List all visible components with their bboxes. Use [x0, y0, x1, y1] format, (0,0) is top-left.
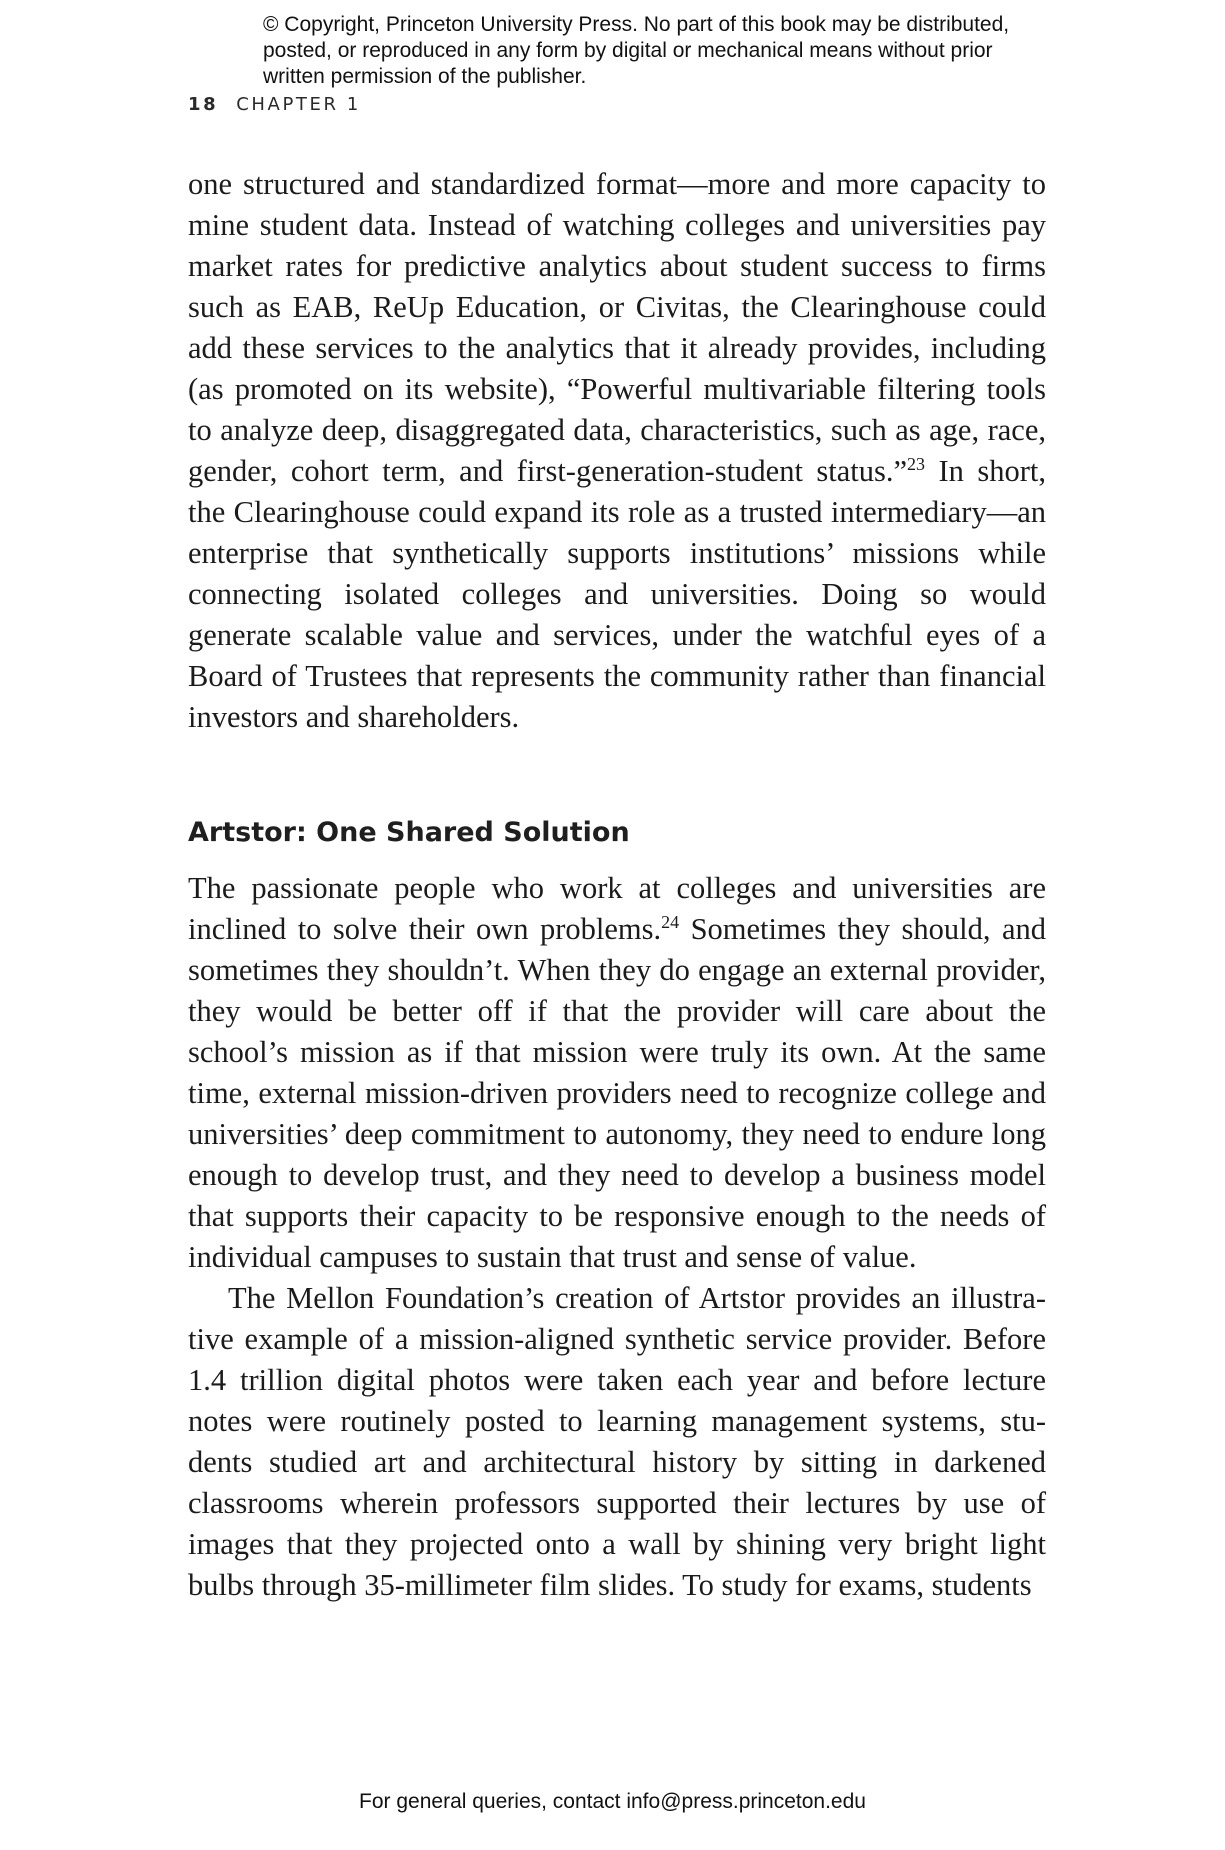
copyright-notice: © Copyright, Princeton University Press. No part of this book may be distributed, posted, or reproduced in any form by digital or mechanical means without prior written permission of the publisher.	[263, 13, 1010, 88]
page-body	[188, 164, 1046, 1606]
running-head	[188, 94, 361, 115]
page-number: 18	[188, 94, 219, 115]
chapter-label: CHAPTER 1	[236, 94, 361, 115]
footer-contact: For general queries, contact info@press.princeton.edu	[359, 1790, 866, 1813]
paragraph-2-text-b: Sometimes they should, and sometimes they shouldn’t. When they do engage an external provider, they would be better off if that the provider will care about the school’s mission as if that mission were truly its own. At the same time, external mission-driven providers need to recognize college and universities’ deep commitment to autonomy, they need to endure long enough to develop trust, and they need to develop a business model that supports their capacity to be responsive enough to the needs of individual campuses to sustain that trust and sense of value.	[188, 912, 1046, 1274]
section-heading: Artstor: One Shared Solution	[188, 817, 630, 848]
paragraph-2-text-a: The passionate people who work at colleges and universities are inclined to solve their own problems.	[188, 871, 1046, 946]
paragraph-1	[188, 164, 1046, 738]
footnote-ref-23: 23	[907, 453, 926, 474]
footnote-ref-24: 24	[661, 911, 680, 932]
paragraph-3: The Mellon Foundation’s creation of Artstor provides an illustrative example of a mission-aligned synthetic service provider. Before 1.4 trillion digital photos were taken each year and before lecture notes were routinely posted to learning management systems, students studied art and architectural history by sitting in darkened classrooms wherein professors supported their lectures by use of images that they projected onto a wall by shining very bright light bulbs through 35-millimeter film slides. To study for exams, students	[188, 1281, 1046, 1602]
paragraph-1-text-b: In short, the Clearinghouse could expand its role as a trusted intermediary—an enterprise that synthetically supports institutions’ missions while connecting isolated colleges and universities. Doing so would generate scalable value and services, under the watchful eyes of a Board of Trustees that represents the community rather than financial investors and shareholders.	[188, 454, 1046, 734]
paragraph-2	[188, 868, 1046, 1278]
paragraph-1-text-a: one structured and standardized format—more and more capacity to mine student data. Instead of watching colleges and universities pay market rates for predictive analytics about student success to firms such as EAB, ReUp Education, or Civitas, the Clearinghouse could add these services to the analytics that it already provides, including (as promoted on its website), “Powerful multivariable filtering tools to analyze deep, disaggregated data, characteristics, such as age, race, gender, cohort term, and first-generation-student status.”	[188, 167, 1046, 488]
